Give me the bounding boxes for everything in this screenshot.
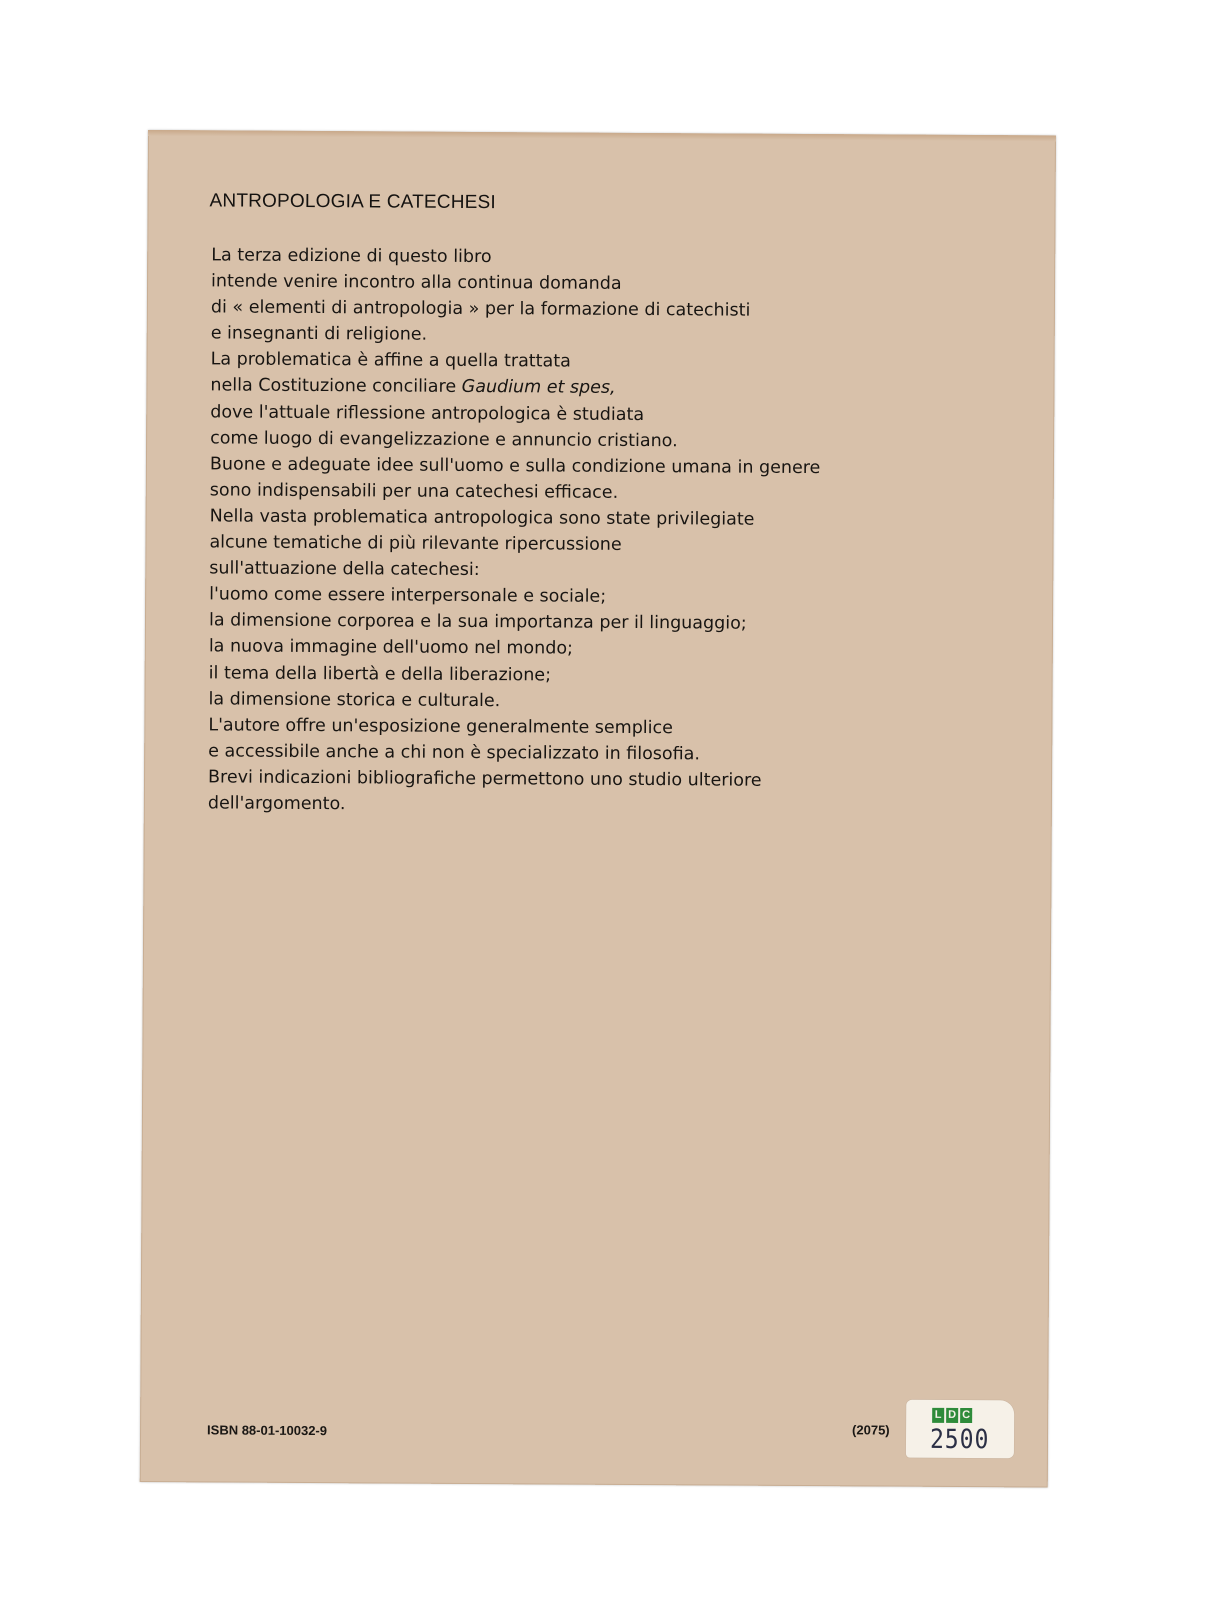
blurb-line: la nuova immagine dell'uomo nel mondo; [208,636,574,660]
blurb-line-start: nella Costituzione conciliare [210,375,462,398]
blurb-line: La problematica è affine a quella trattata [210,349,571,372]
blurb-text [208,242,1031,821]
logo-letter: C [960,1408,972,1423]
cover-top-edge [148,130,1056,142]
isbn-number: ISBN 88-01-10032-9 [207,1422,328,1439]
logo-letter: L [932,1408,944,1423]
blurb-line: alcune tematiche di più rilevante ripercussione [209,532,622,555]
blurb-line: dove l'attuale riflessione antropologica è studiata [210,401,645,425]
blurb-line: Buone e adeguate idee sull'uomo e sulla condizione umana in genere [209,454,821,478]
blurb-line: l'uomo come essere interpersonale e sociale; [209,584,607,608]
catalog-code: (2075) [852,1422,890,1438]
blurb-line: come luogo di evangelizzazione e annuncio cristiano. [210,428,678,451]
cover-title: ANTROPOLOGIA E CATECHESI [209,190,496,214]
blurb-line: La terza edizione di questo libro [211,245,492,268]
blurb-line: e insegnanti di religione. [210,323,428,345]
blurb-line: intende venire incontro alla continua domanda [211,271,622,294]
blurb-line: il tema della libertà e della liberazione; [208,662,552,685]
ldc-logo [932,1408,972,1423]
blurb-line: dell'argomento. [207,793,346,815]
blurb-line: di « elementi di antropologia » per la formazione di catechisti [210,297,751,321]
price-sticker [906,1400,1014,1459]
blurb-line: la dimensione storica e culturale. [208,688,501,711]
document-title-italic: Gaudium et spes, [461,377,616,399]
blurb-line: la dimensione corporea e la sua importanza per il linguaggio; [208,610,747,634]
blurb-line: sono indispensabili per una catechesi efficace. [209,480,619,503]
blurb-line: sull'attuazione della catechesi: [209,558,480,581]
blurb-line: Brevi indicazioni bibliografiche permettono uno studio ulteriore [207,767,762,791]
blurb-line: Nella vasta problematica antropologica sono state privilegiate [209,506,755,530]
handwritten-price: 2500 [929,1424,990,1456]
book-back-cover [140,130,1056,1488]
blurb-line: e accessibile anche a chi non è specializzato in filosofia. [208,741,701,765]
blurb-line: L'autore offre un'esposizione generalmente semplice [208,715,674,738]
logo-letter: D [946,1408,958,1423]
